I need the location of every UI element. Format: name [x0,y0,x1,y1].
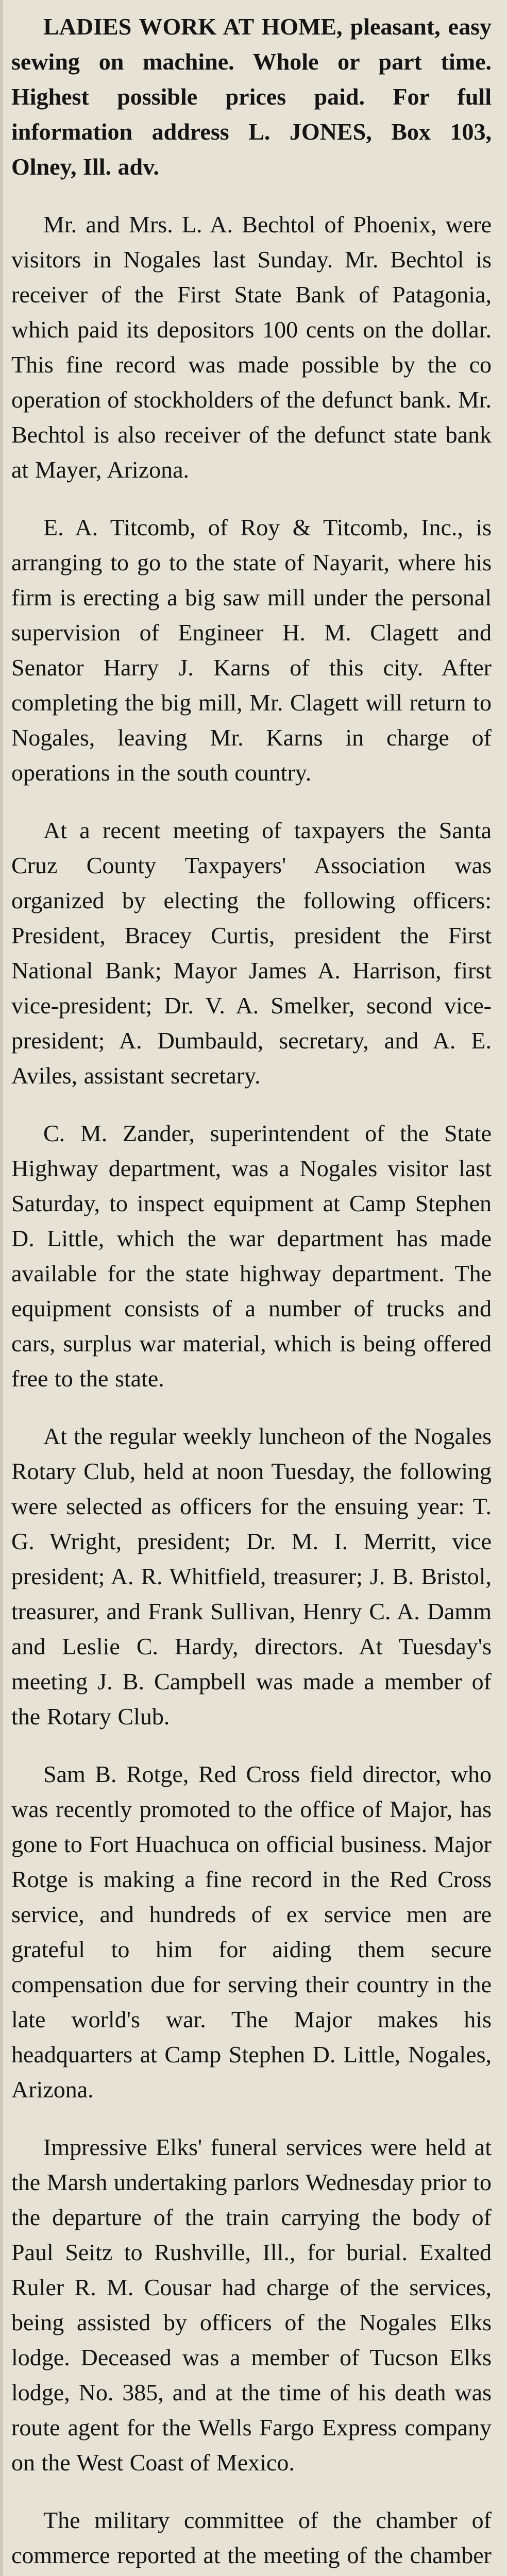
bechtol-visit-paragraph: Mr. and Mrs. L. A. Bechtol of Phoenix, were visitors in Nogales last Sunday. Mr. Bechtol is receiver of the First State Bank of Patagonia, which paid its depositors 100 cents on the dollar. This fine record was made possible by the co operation of stockholders of the defunct bank. Mr. Bechtol is also receiver of the defunct state bank at Mayer, Arizona. [11,211,492,483]
news-item [11,2130,492,2480]
news-item [11,1757,492,2107]
advertisement-item [11,9,492,184]
elks-funeral-paragraph: Impressive Elks' funeral services were held at the Marsh undertaking parlors Wednesday prior to the departure of the train carrying the body of Paul Seitz to Rushville, Ill., for burial. Exalted Ruler R. M. Cousar had charge of the services, being assisted by officers of the Nogales Elks lodge. Deceased was a member of Tucson Elks lodge, No. 385, and at the time of his death was route agent for the Wells Fargo Express company on the West Coast of Mexico. [11,2134,492,2476]
news-item [11,1419,492,1734]
rotary-club-paragraph: At the regular weekly luncheon of the Nogales Rotary Club, held at noon Tuesday, the following were selected as officers for the ensuing year: T. G. Wright, president; Dr. M. I. Merritt, vice president; A. R. Whitfield, treasurer; J. B. Bristol, treasurer, and Frank Sullivan, Henry C. A. Damm and Leslie C. Hardy, directors. At Tuesday's meeting J. B. Campbell was made a member of the Rotary Club. [11,1423,492,1730]
news-item [11,813,492,1093]
taxpayers-association-paragraph: At a recent meeting of taxpayers the Santa Cruz County Taxpayers' Association was organized by electing the following officers: President, Bracey Curtis, president the First National Bank; Mayor James A. Harrison, first vice-president; Dr. V. A. Smelker, second vice-president; A. Dumbauld, secretary, and A. E. Aviles, assistant secretary. [11,817,492,1089]
news-item [11,1116,492,1396]
ladies-work-advertisement: LADIES WORK AT HOME, pleasant, easy sewing on machine. Whole or part time. Highest possible prices paid. For full information address L. JONES, Box 103, Olney, Ill. adv. [11,13,492,180]
titcomb-mill-paragraph: E. A. Titcomb, of Roy & Titcomb, Inc., is arranging to go to the state of Nayarit, where his firm is erecting a big saw mill under the personal supervision of Engineer H. M. Clagett and Senator Harry J. Karns of this city. After completing the big mill, Mr. Clagett will return to Nogales, leaving Mr. Karns in charge of operations in the south country. [11,514,492,786]
rotge-red-cross-paragraph: Sam B. Rotge, Red Cross field director, who was recently promoted to the office of Major, has gone to Fort Huachuca on official business. Major Rotge is making a fine record in the Red Cross service, and hundreds of ex service men are grateful to him for aiding them secure compensation due for serving their country in the late world's war. The Major makes his headquarters at Camp Stephen D. Little, Nogales, Arizona. [11,1761,492,2103]
news-item [11,207,492,487]
zander-highway-paragraph: C. M. Zander, superintendent of the State Highway department, was a Nogales visitor last Saturday, to inspect equipment at Camp Stephen D. Little, which the war department has made available for the state highway department. The equipment consists of a number of trucks and cars, surplus war material, which is being offered free to the state. [11,1120,492,1392]
news-item [11,510,492,790]
news-item [11,2503,492,2576]
camp-leases-paragraph: The military committee of the chamber of commerce reported at the meeting of the chamber [11,2507,492,2568]
